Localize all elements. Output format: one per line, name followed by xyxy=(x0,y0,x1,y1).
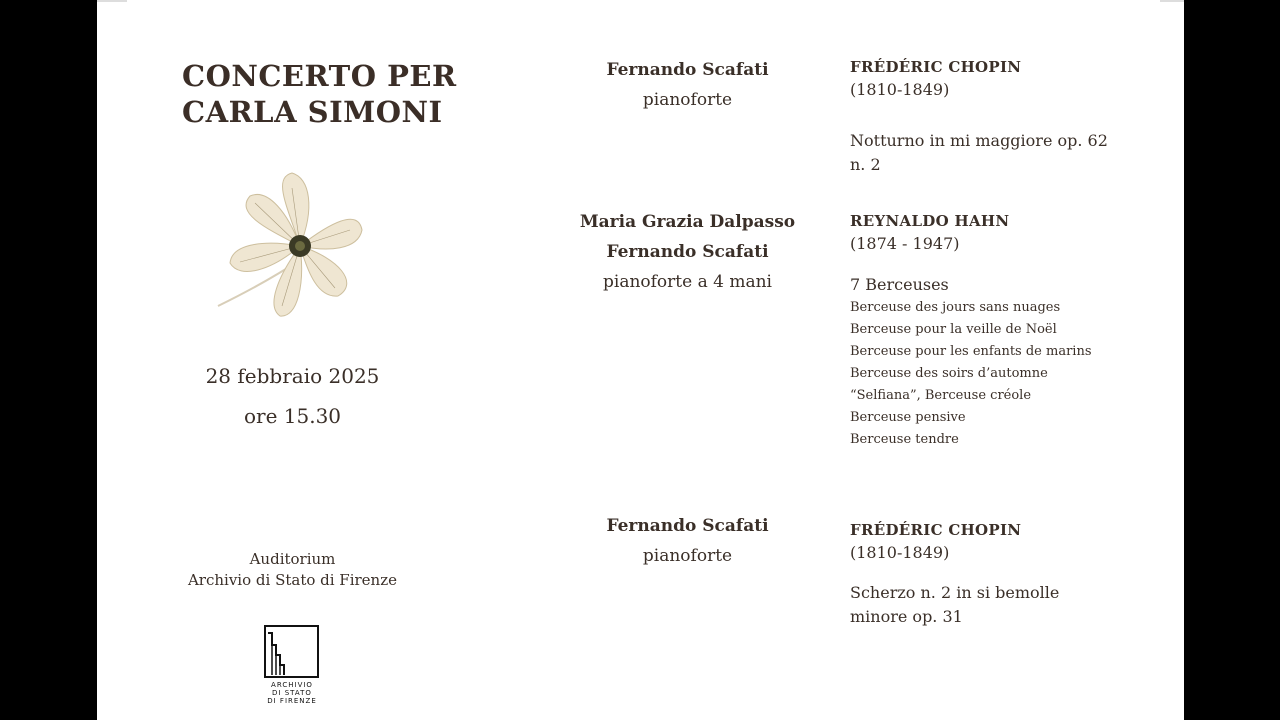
work-title: 7 Berceuses xyxy=(850,275,949,294)
work-title: Scherzo n. 2 in si bemolle minore op. 31 xyxy=(850,583,1060,626)
instrument: pianoforte a 4 mani xyxy=(603,272,772,292)
composer-name: FRÉDÉRIC CHOPIN xyxy=(850,521,1022,539)
venue-name: Auditorium xyxy=(249,550,336,568)
performer-name: Fernando Scafati xyxy=(606,60,769,80)
work-title: Notturno in mi maggiore op. 62 n. 2 xyxy=(850,131,1108,174)
movement-item: Berceuse tendre xyxy=(850,432,959,447)
page-edge xyxy=(97,0,127,2)
performers-block xyxy=(560,511,815,571)
page-edge xyxy=(1160,0,1184,2)
pressed-flower-image xyxy=(210,168,370,328)
performers-block xyxy=(560,207,815,297)
performer-name: Fernando Scafati xyxy=(606,242,769,262)
instrument: pianoforte xyxy=(642,90,733,110)
composer-block xyxy=(850,519,1115,629)
instrument: pianoforte xyxy=(642,546,733,566)
movement-item: Berceuse pour les enfants de marins xyxy=(850,344,1092,359)
composer-block xyxy=(850,210,1115,451)
movement-item: Berceuse des soirs d’automne xyxy=(850,366,1048,381)
title-line: CARLA SIMONI xyxy=(182,95,443,129)
movement-item: Berceuse des jours sans nuages xyxy=(850,300,1061,315)
concert-time: ore 15.30 xyxy=(243,404,342,428)
concert-date: 28 febbraio 2025 xyxy=(205,364,380,388)
venue-location: Archivio di Stato di Firenze xyxy=(187,571,398,589)
composer-years: (1874 - 1947) xyxy=(850,234,960,253)
composer-years: (1810-1849) xyxy=(850,80,950,99)
performers-block xyxy=(560,55,815,115)
logo-text: DI FIRENZE xyxy=(267,697,317,705)
composer-name: REYNALDO HAHN xyxy=(850,212,1010,230)
concert-title xyxy=(182,58,457,130)
composer-name: FRÉDÉRIC CHOPIN xyxy=(850,58,1022,76)
title-line: CONCERTO PER xyxy=(182,59,457,93)
performer-name: Maria Grazia Dalpasso xyxy=(579,212,796,232)
logo-text: DI STATO xyxy=(272,689,312,697)
archivio-logo xyxy=(264,625,320,707)
movement-item: “Selfiana”, Berceuse créole xyxy=(850,388,1032,403)
composer-block xyxy=(850,56,1115,177)
movement-item: Berceuse pensive xyxy=(850,410,966,425)
logo-text: ARCHIVIO xyxy=(271,681,313,689)
movement-item: Berceuse pour la veille de Noël xyxy=(850,322,1057,337)
composer-years: (1810-1849) xyxy=(850,543,950,562)
performer-name: Fernando Scafati xyxy=(606,516,769,536)
